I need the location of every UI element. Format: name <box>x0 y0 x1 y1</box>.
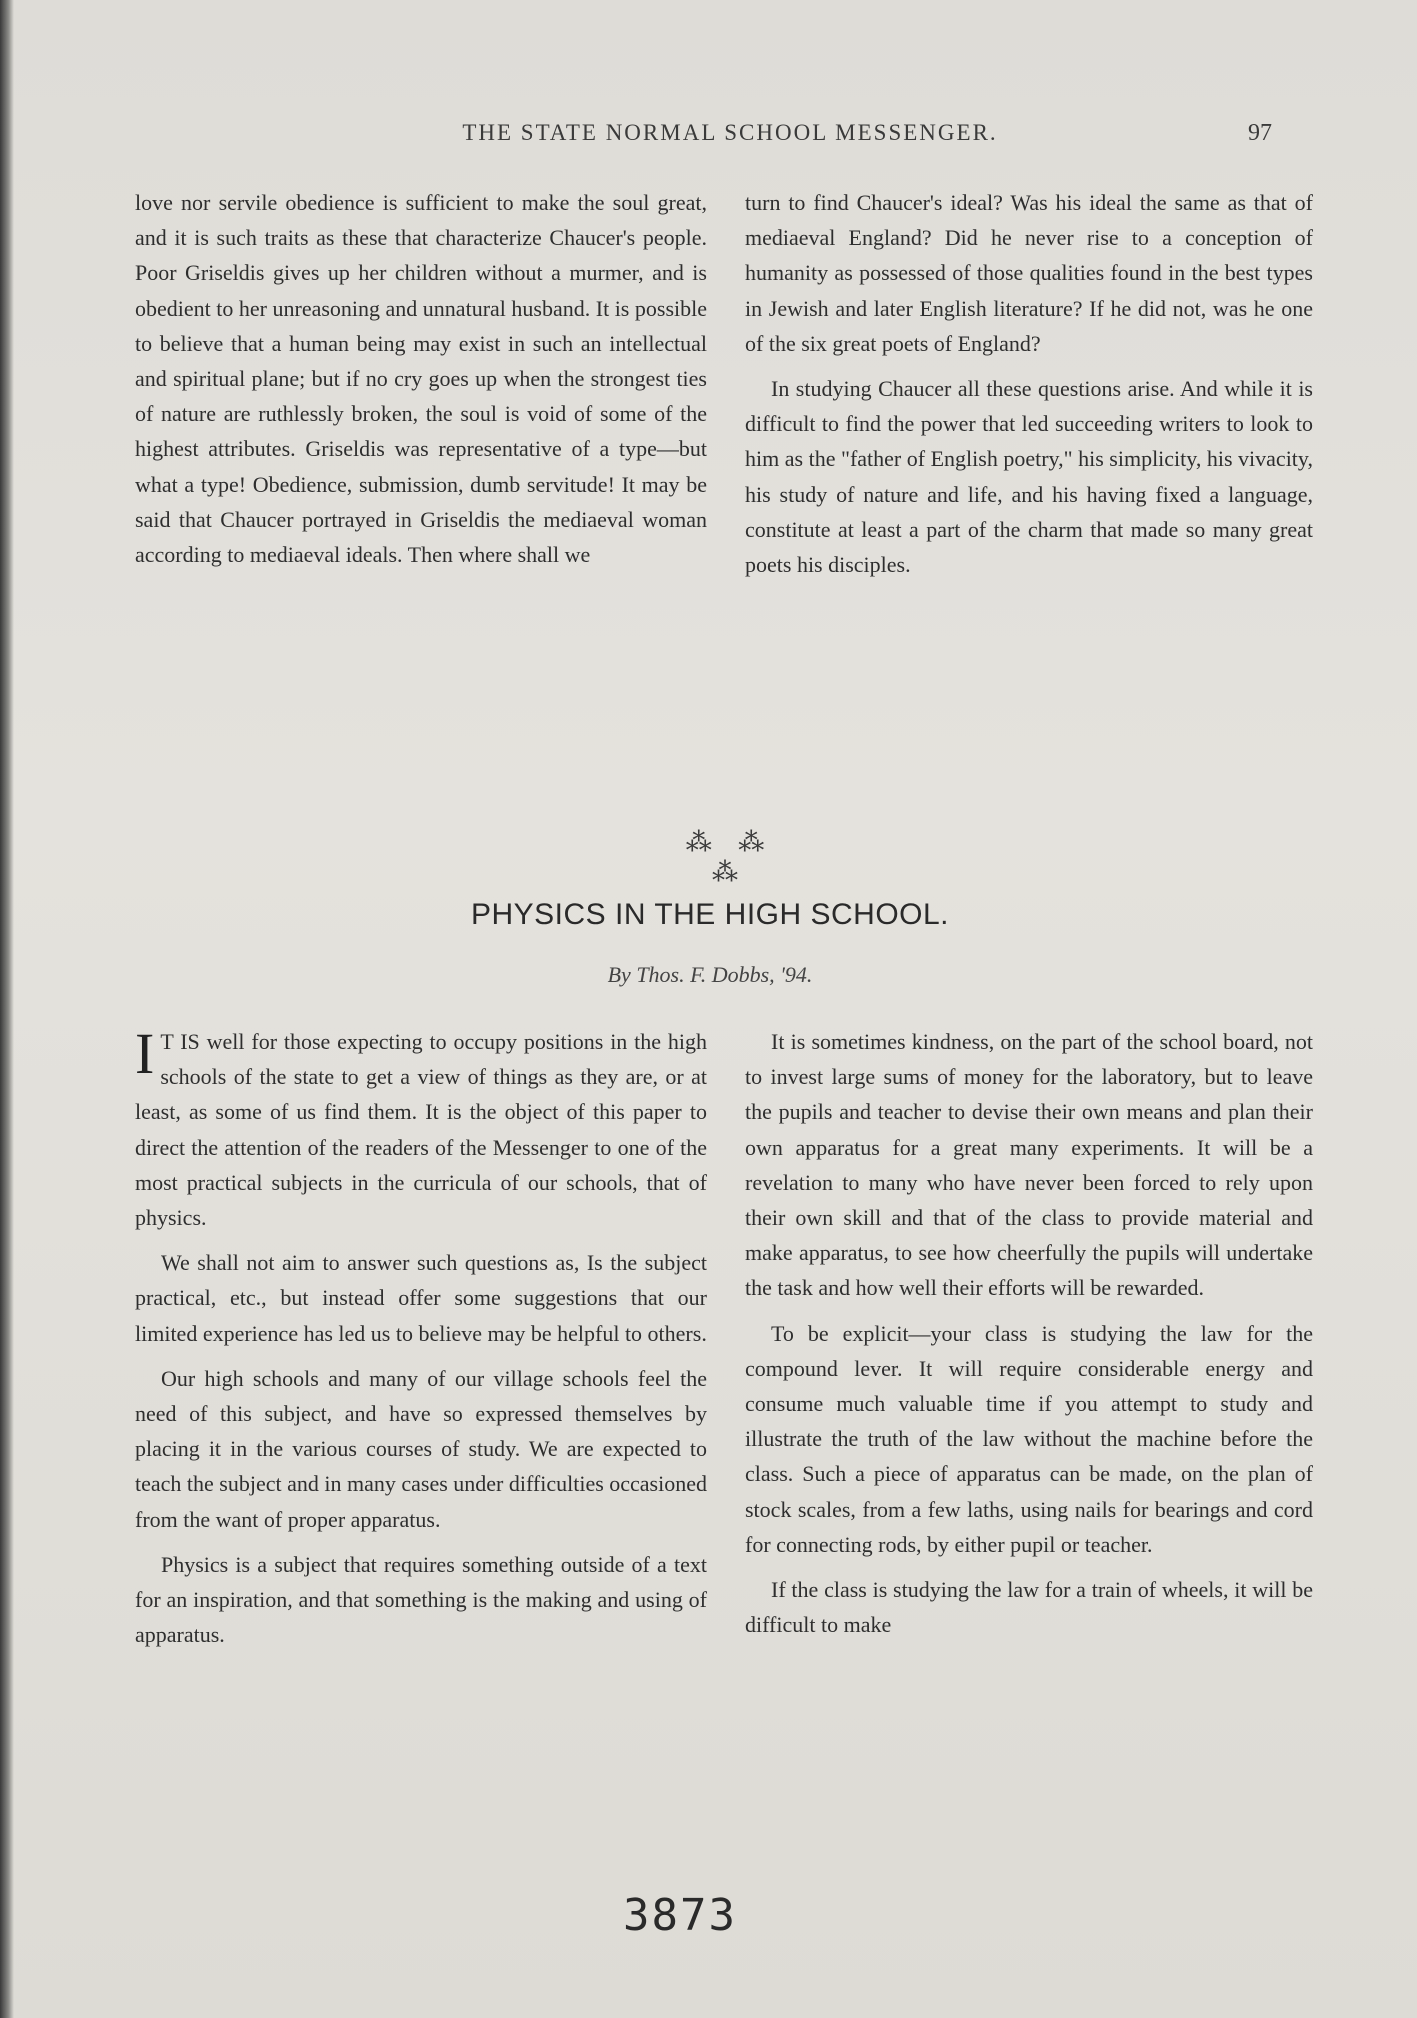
handwritten-catalog-number: 3873 <box>623 1890 737 1941</box>
section-separator-ornament: ⁂ ⁂ ⁂ <box>685 828 775 887</box>
paragraph: To be explicit—your class is studying the law for the compound lever. It will require considerable energy and consume much valuable time if you attempt to study and illustrate the truth of the law without the machine before the class. Such a piece of apparatus can be made, on the plan of stock scales, from a few laths, using nails for bearings and cord for connecting rods, by either pupil or teacher. <box>745 1320 1313 1557</box>
top-left-column <box>135 185 707 582</box>
paragraph: love nor servile obedience is sufficient to make the soul great, and it is such traits as these that characterize Chaucer's people. Poor Griseldis gives up her children without a murmer, and is obedient to her unreasoning and unnatural husband. It is possible to believe that a human being may exist in such an intellectual and spiritual plane; but if no cry goes up when the strongest ties of nature are ruthlessly broken, the soul is void of some of the highest attributes. Griseldis was representative of a type—but what a type! Obedience, submission, dumb servitude! It may be said that Chaucer portrayed in Griseldis the mediaeval woman according to mediaeval ideals. Then where shall we <box>135 190 707 568</box>
page-binding-edge <box>0 0 14 2018</box>
paragraph: In studying Chaucer all these questions arise. And while it is difficult to find the power that led succeeding writers to look to him as the "father of English poetry," his simplicity, his vivacity, his study of nature and life, and his having fixed a language, constitute at least a part of the charm that made so many great poets his disciples. <box>745 376 1313 578</box>
article-byline: By Thos. F. Dobbs, '94. <box>607 962 813 987</box>
paragraph: We shall not aim to answer such questions as, Is the subject practical, etc., but instead offer some suggestions that our limited experience has led us to believe may be helpful to others. <box>135 1250 707 1346</box>
top-right-column <box>745 185 1313 592</box>
article-right-column <box>745 1024 1313 1652</box>
paragraph: If the class is studying the law for a train of wheels, it will be difficult to make <box>745 1577 1313 1638</box>
paragraph: It is sometimes kindness, on the part of the school board, not to invest large sums of money for the laboratory, but to leave the pupils and teacher to devise their own means and plan their own apparatus for a great many experiments. It will be a revelation to many who have never been forced to rely upon their own skill and that of the class to provide material and make apparatus, to see how cheerfully the pupils will undertake the task and how well their efforts will be rewarded. <box>745 1029 1313 1301</box>
paragraph: turn to find Chaucer's ideal? Was his ideal the same as that of mediaeval England? Did he never rise to a conception of humanity as possessed of those qualities found in the best types in Jewish and later English literature? If he did not, was he one of the six great poets of England? <box>745 190 1313 356</box>
paragraph: Our high schools and many of our village schools feel the need of this subject, and have so expressed themselves by placing it in the various courses of study. We are expected to teach the subject and in many cases under difficulties occasioned from the want of proper apparatus. <box>135 1365 707 1532</box>
page-number: 97 <box>1248 120 1272 146</box>
running-title: THE STATE NORMAL SCHOOL MESSENGER. <box>462 120 998 145</box>
article-left-column <box>135 1021 707 1662</box>
article-title: PHYSICS IN THE HIGH SCHOOL. <box>470 898 950 931</box>
paragraph: Physics is a subject that requires something outside of a text for an inspiration, and that something is the making and using of apparatus. <box>135 1551 707 1648</box>
first-paragraph <box>135 1021 707 1235</box>
drop-cap: I <box>135 1021 155 1086</box>
first-paragraph-text: T IS well for those expecting to occupy positions in the high schools of the state to get a view of things as they are, or at least, as some of us find them. It is the object of this paper to direct the attention of the readers of the Messenger to one of the most practical subjects in the curricula of our schools, that of physics. <box>135 1029 707 1231</box>
